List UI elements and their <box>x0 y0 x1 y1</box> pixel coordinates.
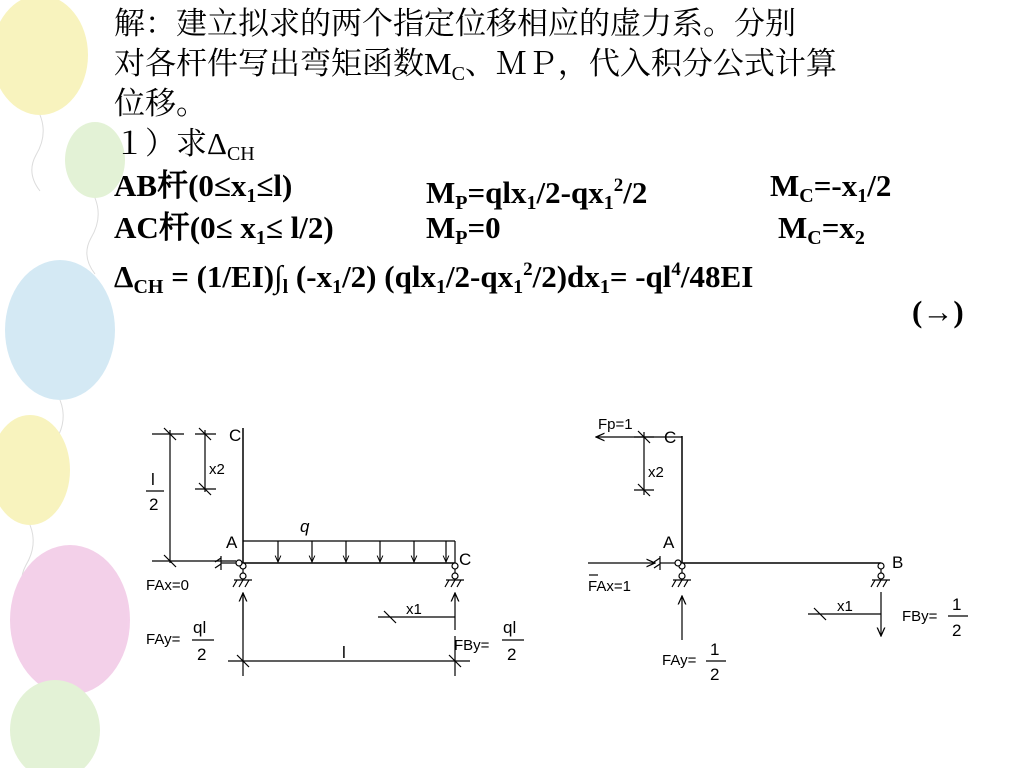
label-fax-virtual: FAx=1 <box>588 578 631 595</box>
label-fby-num-virtual: 1 <box>952 595 962 614</box>
label-fby: FBy= <box>454 637 490 654</box>
distributed-load-arrows <box>278 541 446 562</box>
displacement-equation: $\Delta_{CH} = (1/EI)\int_l$ $(-x_1/2)$ $(qlx_1/2-qx_1^2/2)dx_1= -ql^4/48EI$ <box>114 259 754 298</box>
mc-ac: $M_C=x_2$ <box>778 210 865 249</box>
label-x1-virtual: x1 <box>837 598 853 615</box>
label-fay-virtual: FAy= <box>662 652 697 669</box>
pin-support-a-virtual <box>654 556 691 587</box>
member-ac-range: AC杆$(0\le x_1\le l/2)$ <box>114 210 334 249</box>
label-c-right: C <box>459 550 472 569</box>
label-fby-num: ql <box>503 618 517 637</box>
solution-line-3: 位移。 <box>114 86 207 121</box>
label-span-l: l <box>342 643 346 662</box>
label-fby-virtual: FBy= <box>902 608 938 625</box>
label-fp: Fp=1 <box>598 416 633 433</box>
label-fay-den: 2 <box>197 645 207 664</box>
solution-line-1: 解：建立拟求的两个指定位移相应的虚力系。分别 <box>114 6 796 41</box>
label-a: A <box>226 533 238 552</box>
label-fby-den: 2 <box>507 645 517 664</box>
label-x1: x1 <box>406 601 422 618</box>
label-fay-num: ql <box>193 618 207 637</box>
mc-ab: $M_C=-x_1/2$ <box>770 168 892 207</box>
label-fax: FAx=0 <box>146 577 189 594</box>
dimension-l-half <box>152 428 236 567</box>
label-fay-den-virtual: 2 <box>710 665 720 684</box>
dimension-span-l <box>228 597 470 676</box>
direction-arrow: (→) <box>912 294 964 329</box>
label-l-den: 2 <box>149 495 159 514</box>
label-q: q <box>300 517 310 536</box>
mp-ab: $M_P=qlx_1/2-qx_1^2/2$ <box>426 175 648 214</box>
label-fby-den-virtual: 2 <box>952 621 962 640</box>
left-diagram-labels <box>146 426 516 664</box>
label-a-virtual: A <box>663 533 675 552</box>
label-b: B <box>892 553 904 572</box>
label-x2: x2 <box>209 461 225 478</box>
step-heading: １）求$\Delta_{CH}$ <box>114 126 255 165</box>
member-ab-range: AB杆$(0\le x_1\le l)$ <box>114 168 293 207</box>
label-fay-num-virtual: 1 <box>710 640 720 659</box>
mp-ac: $M_P=0$ <box>426 210 501 249</box>
label-l-num: l <box>151 470 155 489</box>
label-fay: FAy= <box>146 631 181 648</box>
roller-support-b <box>871 563 890 587</box>
solution-line-2: 对各杆件写出弯矩函数$M_C$、ＭＰ，代入积分公式计算 <box>114 46 837 85</box>
right-diagram <box>588 431 968 661</box>
label-x2-virtual: x2 <box>648 464 664 481</box>
label-c-top: C <box>229 426 242 445</box>
label-c-top-virtual: C <box>664 428 677 447</box>
